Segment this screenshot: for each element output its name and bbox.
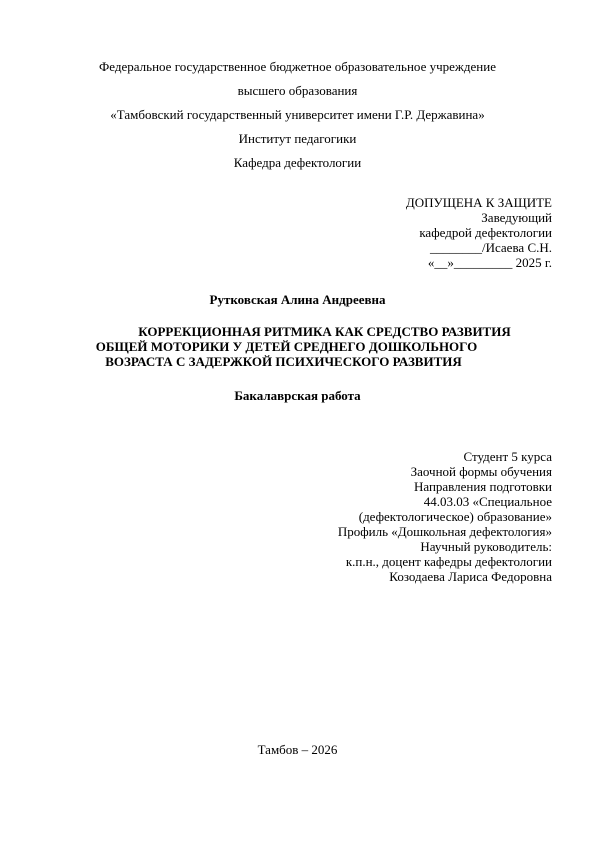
- approval-line-5: «__»_________ 2025 г.: [427, 255, 552, 270]
- student-line-4: 44.03.03 «Специальное: [423, 494, 552, 509]
- header-line-4: Институт педагогики: [238, 131, 357, 146]
- approval-line-3: кафедрой дефектологии: [419, 225, 552, 240]
- student-line-2: Заочной формы обучения: [410, 464, 552, 479]
- title-line-1: КОРРЕКЦИОННАЯ РИТМИКА КАК СРЕДСТВО РАЗВИТИЯ: [138, 324, 511, 339]
- header-line-3: «Тамбовский государственный университет имени Г.Р. Державина»: [110, 107, 485, 122]
- student-line-6: Профиль «Дошкольная дефектология»: [337, 524, 552, 539]
- approval-block: [406, 195, 552, 270]
- student-block: [338, 449, 552, 584]
- work-type: Бакалаврская работа: [234, 388, 361, 403]
- student-line-3: Направления подготовки: [413, 479, 552, 494]
- title-line-2: ОБЩЕЙ МОТОРИКИ У ДЕТЕЙ СРЕДНЕГО ДОШКОЛЬНОГО: [95, 339, 478, 354]
- student-line-8: к.п.н., доцент кафедры дефектологии: [345, 554, 552, 569]
- institution-header: [0, 55, 595, 175]
- title-line-3: ВОЗРАСТА С ЗАДЕРЖКОЙ ПСИХИЧЕСКОГО РАЗВИТИЯ: [105, 354, 462, 369]
- header-line-5: Кафедра дефектологии: [233, 155, 362, 170]
- author-name: Рутковская Алина Андреевна: [209, 292, 386, 307]
- header-line-2: высшего образования: [237, 83, 358, 98]
- student-line-9: Козодаева Лариса Федоровна: [389, 569, 552, 584]
- approval-line-4: ________/Исаева С.Н.: [429, 240, 552, 255]
- approval-line-1: ДОПУЩЕНА К ЗАЩИТЕ: [405, 195, 552, 210]
- header-line-1: Федеральное государственное бюджетное образовательное учреждение: [99, 59, 496, 74]
- student-line-1: Студент 5 курса: [463, 449, 552, 464]
- student-line-5: (дефектологическое) образование»: [358, 509, 552, 524]
- student-line-7: Научный руководитель:: [420, 539, 552, 554]
- thesis-title: [0, 324, 595, 369]
- approval-line-2: Заведующий: [481, 210, 552, 225]
- city-year: Тамбов – 2026: [257, 742, 338, 757]
